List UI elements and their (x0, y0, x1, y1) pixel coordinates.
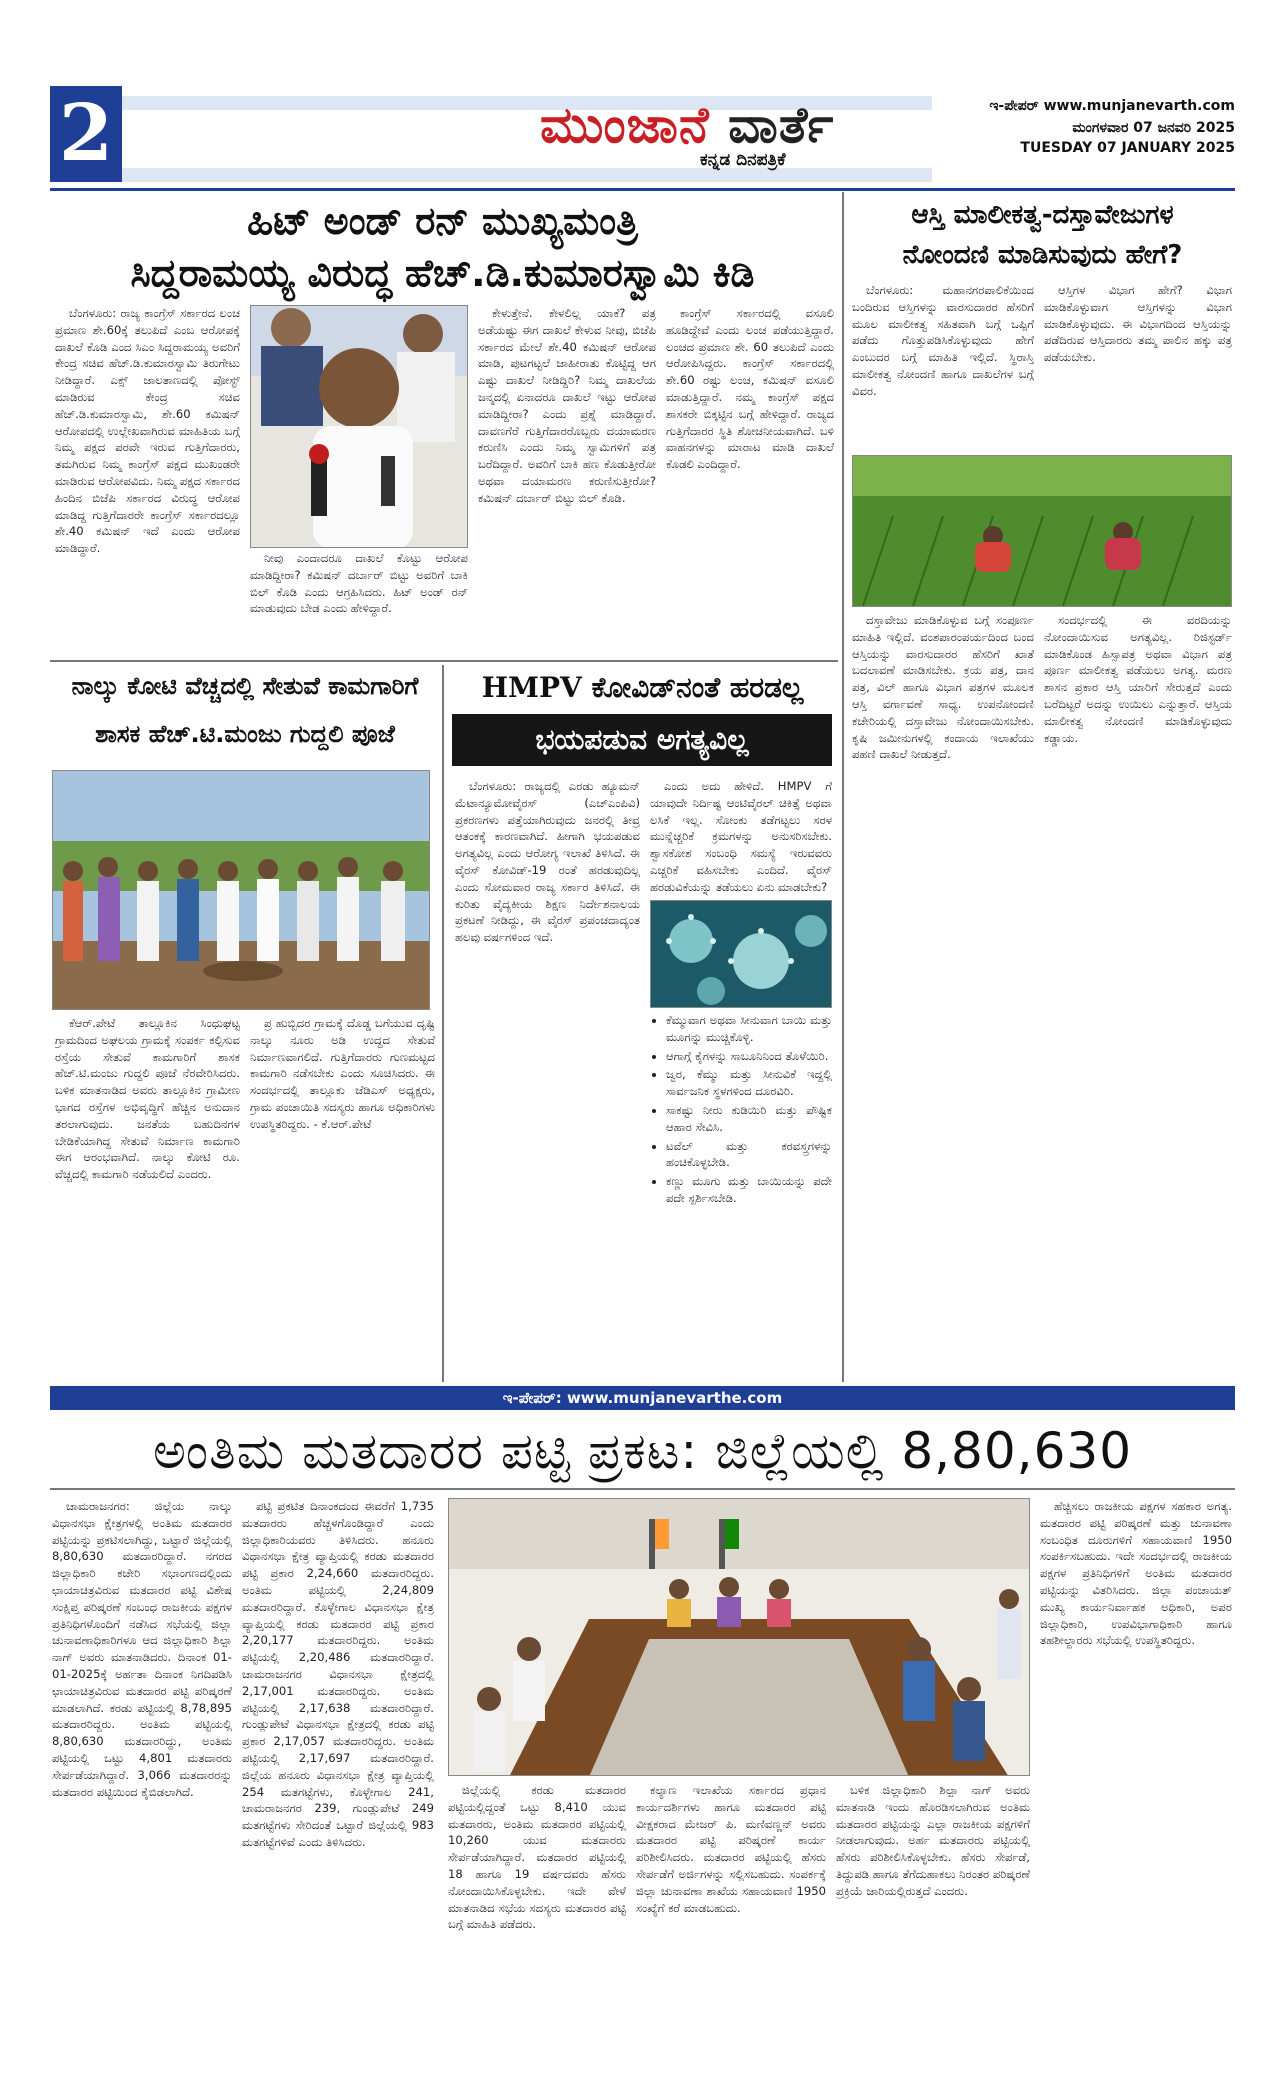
article3-headline-line1: ನಾಲ್ಕು ಕೋಟಿ ವೆಚ್ಚದಲ್ಲಿ ಸೇತುವೆ ಕಾಮಗಾರಿಗೆ (71, 672, 419, 700)
hmpv-tip-item: • ಸಾಕಷ್ಟು ನೀರು ಕುಡಿಯಿರಿ ಮತ್ತು ಪೌಷ್ಟಿಕ ಆಹಾರ ಸೇವಿಸಿ. (666, 1102, 832, 1136)
article2-column-3: ದಸ್ತಾವೇಜು ಮಾಡಿಕೊಳ್ಳುವ ಬಗ್ಗೆ ಸಂಪೂರ್ಣ ಮಾಹಿತಿ ಇಲ್ಲಿದೆ. ವಂಶಪಾರಂಪರ್ಯದಿಂದ ಬಂದ ಆಸ್ತಿಯನ್ನು ವಾರಸುದಾರರ ಹೆಸರಿಗೆ ಖಾತೆ ಬದಲಾವಣೆ ಮಾಡಿಸಬೇಕು. ಕ್ರಯ ಪತ್ರ, ದಾನ ಪತ್ರ, ವಿಲ್ ಹಾಗೂ ವಿಭಾಗ ಪತ್ರಗಳ ಮೂಲಕ ಆಸ್ತಿ ವರ್ಗಾವಣೆ ಸಾಧ್ಯ. ಉಪನೋಂದಣಿ ಕಚೇರಿಯಲ್ಲಿ ದಸ್ತಾವೇಜು ನೋಂದಾಯಿಸಬೇಕು. ಕೃಷಿ ಜಮೀನುಗಳಲ್ಲಿ ಕಂದಾಯ ಇಲಾಖೆಯು ಪಹಣಿ ದಾಖಲೆ ನೀಡುತ್ತದೆ. (852, 613, 1034, 762)
article3-column-1: ಕೆಆರ್.ಪೇಟೆ ತಾಲ್ಲೂಕಿನ ಸಿಂಧುಘಟ್ಟ ಗ್ರಾಮದಿಂದ ಅಘಲಯ ಗ್ರಾಮಕ್ಕೆ ಸಂಪರ್ಕ ಕಲ್ಪಿಸುವ ರಸ್ತೆಯ ಸೇತುವೆ ಕಾಮಗಾರಿಗೆ ಶಾಸಕ ಹೆಚ್.ಟಿ.ಮಂಜು ಗುದ್ದಲಿ ಪೂಜೆ ನೆರವೇರಿಸಿದರು. ಬಳಿಕ ಮಾತನಾಡಿದ ಅವರು ತಾಲ್ಲೂಕಿನ ಗ್ರಾಮೀಣ ಭಾಗದ ರಸ್ತೆಗಳ ಅಭಿವೃದ್ಧಿಗೆ ಹೆಚ್ಚಿನ ಅನುದಾನ ತರಲಾಗುವುದು. ಜನತೆಯ ಬಹುದಿನಗಳ ಬೇಡಿಕೆಯಾಗಿದ್ದ ಸೇತುವೆ ನಿರ್ಮಾಣ ಕಾಮಗಾರಿ ಈಗ ಆರಂಭವಾಗಿದೆ. ನಾಲ್ಕು ಕೋಟಿ ರೂ. ವೆಚ್ಚದಲ್ಲಿ ಕಾಮಗಾರಿ ನಡೆಯಲಿದೆ ಎಂದರು. (55, 1016, 240, 1182)
column-divider-mid (442, 665, 444, 1382)
hmpv-tip-item: • ಟವೆಲ್ ಮತ್ತು ಕರವಸ್ತ್ರಗಳನ್ನು ಹಂಚಿಕೊಳ್ಳಬೇಡಿ. (666, 1138, 832, 1172)
article4-column-1: ಬೆಂಗಳೂರು: ರಾಜ್ಯದಲ್ಲಿ ಎರಡು ಹ್ಯೂಮನ್ ಮೆಟಾನ್ಯೂಮೋವೈರಸ್ (ಎಚ್‌ಎಂಪಿವಿ) ಪ್ರಕರಣಗಳು ಪತ್ತೆಯಾಗಿರುವುದು ಜನರಲ್ಲಿ ತೀವ್ರ ಆತಂಕಕ್ಕೆ ಕಾರಣವಾಗಿದೆ. ಹೀಗಾಗಿ ಭಯಪಡುವ ಅಗತ್ಯವಿಲ್ಲ ಎಂದು ಆರೋಗ್ಯ ಇಲಾಖೆ ತಿಳಿಸಿದೆ. ಈ ವೈರಸ್ ಕೋವಿಡ್-19 ರಂತೆ ಹರಡುವುದಿಲ್ಲ ಎಂದು ಸೋಮವಾರ ರಾಜ್ಯ ಸರ್ಕಾರ ತಿಳಿಸಿದೆ. ಈ ಕುರಿತು ವೈದ್ಯಕೀಯ ಶಿಕ್ಷಣ ನಿರ್ದೇಶನಾಲಯ ಪ್ರಕಟಣೆ ನೀಡಿದ್ದು, ಈ ವೈರಸ್ ಪ್ರಪಂಚದಾದ್ಯಂತ ಹಲವು ವರ್ಷಗಳಿಂದ ಇದೆ. (455, 779, 640, 945)
article1-headline-line2: ಸಿದ್ದರಾಮಯ್ಯ ವಿರುದ್ಧ ಹೆಚ್.ಡಿ.ಕುಮಾರಸ್ವಾಮಿ ಕಿಡಿ (130, 251, 755, 295)
article5-column-4: ಕಲ್ಯಾಣ ಇಲಾಖೆಯ ಸರ್ಕಾರದ ಪ್ರಧಾನ ಕಾರ್ಯದರ್ಶಿಗಳು ಹಾಗೂ ಮತದಾರರ ಪಟ್ಟಿ ವೀಕ್ಷಕರಾದ ಮೇಜರ್ ಪಿ. ಮಣಿವಣ್ಣನ್ ಅವರು ಮತದಾರರ ಪಟ್ಟಿ ಪರಿಷ್ಕರಣೆ ಕಾರ್ಯ ಪರಿಶೀಲಿಸಿದರು. ಮತದಾರರ ಪಟ್ಟಿಯಲ್ಲಿ ಹೆಸರು ಸೇರ್ಪಡೆಗೆ ಅರ್ಜಿಗಳನ್ನು ಸಲ್ಲಿಸಬಹುದು. ಸಂಪರ್ಕಕ್ಕೆ ಜಿಲ್ಲಾ ಚುನಾವಣಾ ಶಾಖೆಯ ಸಹಾಯವಾಣಿ 1950 ಸಂಖ್ಯೆಗೆ ಕರೆ ಮಾಡಬಹುದು. (636, 1783, 826, 1915)
article5-rule (50, 1488, 1235, 1490)
masthead-stripe-bottom (122, 168, 932, 182)
hmpv-tip-item: • ಜ್ವರ, ಕೆಮ್ಮು ಮತ್ತು ಸೀನುವಿಕೆ ಇದ್ದಲ್ಲಿ ಸಾರ್ವಜನಿಕ ಸ್ಥಳಗಳಿಂದ ದೂರವಿರಿ. (666, 1066, 832, 1100)
article3-headline-line2: ಶಾಸಕ ಹೆಚ್.ಟಿ.ಮಂಜು ಗುದ್ದಲಿ ಪೂಜೆ (95, 720, 395, 748)
article4-headline-line2: ಭಯಪಡುವ ಅಗತ್ಯವಿಲ್ಲ (452, 714, 832, 766)
article3-column-2: ಪ್ರ ಹುಬ್ಬಿದರ ಗ್ರಾಮಕ್ಕೆ ದೊಡ್ಡ ಬಗೆಯುವ ದೃಷ್ಟಿ ನಾಲ್ಕು ನೂರು ಅಡಿ ಉದ್ದದ ಸೇತುವೆ ನಿರ್ಮಾಣವಾಗಲಿದೆ. ಗುತ್ತಿಗೆದಾರರು ಗುಣಮಟ್ಟದ ಕಾಮಗಾರಿ ನಡೆಸಬೇಕು ಎಂದು ಸೂಚಿಸಿದರು. ಈ ಸಂದರ್ಭದಲ್ಲಿ ತಾಲ್ಲೂಕು ಜೆಡಿಎಸ್ ಅಧ್ಯಕ್ಷರು, ಗ್ರಾಮ ಪಂಚಾಯಿತಿ ಸದಸ್ಯರು ಹಾಗೂ ಅಧಿಕಾರಿಗಳು ಉಪಸ್ಥಿತರಿದ್ದರು. - ಕೆ.ಆರ್.ಪೇಟೆ (250, 1016, 435, 1131)
masthead-rule (50, 188, 1235, 191)
virus-image (650, 900, 832, 1008)
hmpv-tip-item: • ಆಗಾಗ್ಗೆ ಕೈಗಳನ್ನು ಸಾಬೂನಿನಿಂದ ತೊಳೆಯಿರಿ. (666, 1048, 832, 1065)
article1-headline-line1: ಹಿಟ್ ಅಂಡ್ ರನ್ ಮುಖ್ಯಮಂತ್ರಿ (247, 199, 638, 243)
brand-part-1: ಮುಂಜಾನೆ (540, 96, 710, 154)
epaper-url[interactable]: ಇ-ಪೇಪರ್ www.munjanevarth.com (989, 98, 1235, 114)
brand-tagline: ಕನ್ನಡ ದಿನಪತ್ರಿಕೆ (700, 150, 786, 170)
section-divider-1 (50, 660, 838, 662)
article2-headline-line2: ನೋಂದಣಿ ಮಾಡಿಸುವುದು ಹೇಗೆ? (902, 240, 1183, 270)
date-kannada: ಮಂಗಳವಾರ 07 ಜನವರಿ 2025 (1072, 120, 1235, 136)
article4-tips-list (650, 1012, 832, 1382)
article5-column-2: ಪಟ್ಟಿ ಪ್ರಕಟಿತ ದಿನಾಂಕದಂದ ಈವರೆಗೆ 1,735 ಮತದಾರರು ಹೆಚ್ಚಳಗೊಂಡಿದ್ದಾರೆ ಎಂದು ಜಿಲ್ಲಾಧಿಕಾರಿಯವರು ತಿಳಿಸಿದರು. ಹನೂರು ವಿಧಾನಸಭಾ ಕ್ಷೇತ್ರ ವ್ಯಾಪ್ತಿಯಲ್ಲಿ ಕರಡು ಮತದಾರರ ಪಟ್ಟಿ ಪ್ರಕಾರ 2,24,660 ಮತದಾರರಿದ್ದರು. ಅಂತಿಮ ಪಟ್ಟಿಯಲ್ಲಿ 2,24,809 ಮತದಾರರಿದ್ದಾರೆ. ಕೊಳ್ಳೇಗಾಲ ವಿಧಾನಸಭಾ ಕ್ಷೇತ್ರ ವ್ಯಾಪ್ತಿಯಲ್ಲಿ ಕರಡು ಮತದಾರರ ಪಟ್ಟಿ ಪ್ರಕಾರ 2,20,177 ಮತದಾರರಿದ್ದರು. ಅಂತಿಮ ಪಟ್ಟಿಯಲ್ಲಿ 2,20,486 ಮತದಾರರಿದ್ದಾರೆ. ಚಾಮರಾಜನಗರ ವಿಧಾನಸಭಾ ಕ್ಷೇತ್ರದಲ್ಲಿ 2,17,001 ಮತದಾರರಿದ್ದರು. ಅಂತಿಮ ಪಟ್ಟಿಯಲ್ಲಿ 2,17,638 ಮತದಾರರಿದ್ದಾರೆ. ಗುಂಡ್ಲುಪೇಟೆ ವಿಧಾನಸಭಾ ಕ್ಷೇತ್ರದಲ್ಲಿ ಕರಡು ಪಟ್ಟಿ ಪ್ರಕಾರ 2,17,057 ಮತದಾರರಿದ್ದರು. ಅಂತಿಮ ಪಟ್ಟಿಯಲ್ಲಿ 2,17,697 ಮತದಾರರಿದ್ದಾರೆ. ಜಿಲ್ಲೆಯ ಹನೂರು ವಿಧಾನಸಭಾ ಕ್ಷೇತ್ರ ವ್ಯಾಪ್ತಿಯಲ್ಲಿ 254 ಮತಗಟ್ಟೆಗಳು, ಕೊಳ್ಳೇಗಾಲ 241, ಚಾಮರಾಜನಗರ 239, ಗುಂಡ್ಲುಪೇಟೆ 249 ಮತಗಟ್ಟೆಗಳು ಸೇರಿದಂತೆ ಒಟ್ಟಾರೆ ಜಿಲ್ಲೆಯಲ್ಲಿ 983 ಮತಗಟ್ಟೆಗಳಿವೆ ಎಂದು ತಿಳಿಸಿದರು. (242, 1499, 434, 1849)
article2-column-4: ಸಂದರ್ಭದಲ್ಲಿ ಈ ವರದಿಯನ್ನು ನೋಂದಾಯಿಸುವ ಅಗತ್ಯವಿಲ್ಲ. ರಿಜಿಸ್ಟರ್ಡ್ ಮಾಡಿಕೊಂಡ ಹಿಸ್ಸಾಪತ್ರ ಅಥವಾ ವಿಭಾಗ ಪತ್ರ ಪೂರ್ಣ ಮಾಲೀಕತ್ವ ಪಡೆಯಲು ಅಗತ್ಯ. ಮರಣ ಶಾಸನ ಪ್ರಕಾರ ಆಸ್ತಿ ಯಾರಿಗೆ ಸೇರುತ್ತದೆ ಎಂದು ಬರೆದಿಟ್ಟರೆ ಅದನ್ನು ಉಯಿಲು ಎನ್ನುತ್ತಾರೆ. ಆಸ್ತಿಯ ಮಾಲೀಕತ್ವ ನೋಂದಣಿ ಮಾಡಿಕೊಳ್ಳುವುದು ಕಡ್ಡಾಯ. (1044, 613, 1232, 745)
hmpv-tip-item: • ಕಣ್ಣು ಮೂಗು ಮತ್ತು ಬಾಯಿಯನ್ನು ಪದೇ ಪದೇ ಸ್ಪರ್ಶಿಸಬೇಡಿ. (666, 1173, 832, 1207)
voter-list-meeting-photo (448, 1498, 1030, 1776)
kumaraswamy-photo (250, 305, 468, 548)
page-number: 2 (50, 86, 122, 182)
brand-part-2: ವಾರ್ತೆ (728, 96, 835, 154)
article5-headline: ಅಂತಿಮ ಮತದಾರರ ಪಟ್ಟಿ ಪ್ರಕಟ: ಜಿಲ್ಲೆಯಲ್ಲಿ 8,80,630 (152, 1422, 1133, 1480)
article2-column-1: ಬೆಂಗಳೂರು: ಮಹಾನಗರಪಾಲಿಕೆಯಿಂದ ಬಂದಿರುವ ಆಸ್ತಿಗಳನ್ನು ವಾರಸುದಾರರ ಹೆಸರಿಗೆ ಮೂಲ ಮಾಲೀಕತ್ವ ಸಹಿತವಾಗಿ ಬಗ್ಗೆ ಒಪ್ಪಿಗೆ ಪಡೆದು ಗೊತ್ತುಪಡಿಸಿಕೊಳ್ಳುವುದು ಹೇಗೆ ಎಂಬುದರ ಬಗ್ಗೆ ಮಾಹಿತಿ ಇಲ್ಲಿದೆ. ಸ್ಥಿರಾಸ್ತಿ ಮಾಲೀಕತ್ವ ನೋಂದಣಿ ಹಾಗೂ ದಾಖಲೆಗಳ ಬಗ್ಗೆ ವಿವರ. (852, 283, 1034, 398)
paddy-field-photo (852, 455, 1232, 607)
article4-headline-line1: HMPV ಕೋವಿಡ್‌ನಂತೆ ಹರಡಲ್ಲ (481, 671, 804, 704)
article4-column-2: ಎಂದು ಅದು ಹೇಳಿದೆ. HMPV ಗೆ ಯಾವುದೇ ನಿರ್ದಿಷ್ಟ ಆಂಟಿವೈರಲ್ ಚಿಕಿತ್ಸೆ ಅಥವಾ ಲಸಿಕೆ ಇಲ್ಲ. ಸೋಂಕು ತಡೆಗಟ್ಟಲು ಸರಳ ಮುನ್ನೆಚ್ಚರಿಕೆ ಕ್ರಮಗಳನ್ನು ಅನುಸರಿಸಬೇಕು. ಶ್ವಾಸಕೋಶ ಸಂಬಂಧಿ ಸಮಸ್ಯೆ ಇರುವವರು ಎಚ್ಚರಿಕೆ ವಹಿಸಬೇಕು ಎಂದಿದೆ. ವೈರಸ್ ಹರಡುವಿಕೆಯನ್ನು ತಡೆಯಲು ಏನು ಮಾಡಬೇಕು? (650, 779, 832, 894)
article5-column-5: ಬಳಿಕ ಜಿಲ್ಲಾಧಿಕಾರಿ ಶಿಲ್ಪಾ ನಾಗ್ ಅವರು ಮಾತನಾಡಿ ಇಂದು ಹೊರಡಿಸಲಾಗಿರುವ ಅಂತಿಮ ಮತದಾರರ ಪಟ್ಟಿಯನ್ನು ಎಲ್ಲಾ ರಾಜಕೀಯ ಪಕ್ಷಗಳಿಗೆ ನೀಡಲಾಗುವುದು. ಅರ್ಹ ಮತದಾರರು ಪಟ್ಟಿಯಲ್ಲಿ ಹೆಸರು ಪರಿಶೀಲಿಸಿಕೊಳ್ಳಬೇಕು. ಹೆಸರು ಸೇರ್ಪಡೆ, ತಿದ್ದುಪಡಿ ಹಾಗೂ ತೆಗೆದುಹಾಕಲು ನಿರಂತರ ಪರಿಷ್ಕರಣೆ ಪ್ರಕ್ರಿಯೆ ಜಾರಿಯಲ್ಲಿರುತ್ತದೆ ಎಂದರು. (836, 1783, 1030, 1898)
article2-headline-line1: ಆಸ್ತಿ ಮಾಲೀಕತ್ವ-ದಸ್ತಾವೇಜುಗಳ (911, 200, 1174, 230)
newspaper-brand (540, 96, 900, 155)
article5-column-1: ಚಾಮರಾಜನಗರ: ಜಿಲ್ಲೆಯ ನಾಲ್ಕು ವಿಧಾನಸಭಾ ಕ್ಷೇತ್ರಗಳಲ್ಲಿ ಅಂತಿಮ ಮತದಾರರ ಪಟ್ಟಿಯನ್ನು ಪ್ರಕಟಿಸಲಾಗಿದ್ದು, ಒಟ್ಟಾರೆ ಜಿಲ್ಲೆಯಲ್ಲಿ 8,80,630 ಮತದಾರರಿದ್ದಾರೆ. ನಗರದ ಜಿಲ್ಲಾಧಿಕಾರಿ ಕಚೇರಿ ಸಭಾಂಗಣದಲ್ಲಿಂದು ಛಾಯಾಚಿತ್ರವಿರುವ ಮತದಾರರ ಪಟ್ಟಿ ವಿಶೇಷ ಸಂಕ್ಷಿಪ್ತ ಪರಿಷ್ಕರಣೆ ಸಂಬಂಧ ರಾಜಕೀಯ ಪಕ್ಷಗಳ ಪ್ರತಿನಿಧಿಗಳೊಂದಿಗೆ ನಡೆಸಿದ ಸಭೆಯಲ್ಲಿ ಜಿಲ್ಲಾ ಚುನಾವಣಾಧಿಕಾರಿಗಳೂ ಆದ ಜಿಲ್ಲಾಧಿಕಾರಿ ಶಿಲ್ಪಾ ನಾಗ್ ಅವರು ಮಾತನಾಡಿದರು. ದಿನಾಂಕ 01-01-2025ಕ್ಕೆ ಅರ್ಹತಾ ದಿನಾಂಕ ನಿಗದಿಪಡಿಸಿ ಛಾಯಾಚಿತ್ರವಿರುವ ಮತದಾರರ ಪಟ್ಟಿ ಪರಿಷ್ಕರಣೆ ಮಾಡಲಾಗಿದೆ. ಕರಡು ಪಟ್ಟಿಯಲ್ಲಿ 8,78,895 ಮತದಾರರಿದ್ದರು. ಅಂತಿಮ ಪಟ್ಟಿಯಲ್ಲಿ 8,80,630 ಮತದಾರರಿದ್ದು, ಅಂತಿಮ ಪಟ್ಟಿಯಲ್ಲಿ ಒಟ್ಟು 4,801 ಮತದಾರರು ಸೇರ್ಪಡೆಯಾಗಿದ್ದಾರೆ. 3,066 ಮತದಾರರನ್ನು ಮತದಾರರ ಪಟ್ಟಿಯಿಂದ ಕೈಬಿಡಲಾಗಿದೆ. (52, 1499, 232, 1799)
date-english: TUESDAY 07 JANUARY 2025 (1020, 140, 1235, 156)
article2-column-2: ಆಸ್ತಿಗಳ ವಿಭಾಗ ಹೇಗೆ? ವಿಭಾಗ ಮಾಡಿಕೊಳ್ಳುವಾಗ ಆಸ್ತಿಗಳನ್ನು ವಿಭಾಗ ಮಾಡಿಕೊಳ್ಳುವುದು. ಈ ವಿಭಾಗದಿಂದ ಆಸ್ತಿಯನ್ನು ಪಡೆದಿರುವ ಆಸ್ತಿದಾರರು ತಮ್ಮ ಪಾಲಿನ ಹಕ್ಕು ಪತ್ರ ಪಡೆಯಬೇಕು. (1044, 283, 1232, 365)
article1-column-1: ಬೆಂಗಳೂರು: ರಾಜ್ಯ ಕಾಂಗ್ರೆಸ್ ಸರ್ಕಾರದ ಲಂಚ ಪ್ರಮಾಣ ಶೇ.60ಕ್ಕೆ ತಲುಪಿದೆ ಎಂಬ ಆರೋಪಕ್ಕೆ ದಾಖಲೆ ಕೊಡಿ ಎಂದ ಸಿಎಂ ಸಿದ್ದರಾಮಯ್ಯ ಅವರಿಗೆ ಕೇಂದ್ರ ಸಚಿವ ಹೆಚ್.ಡಿ.ಕುಮಾರಸ್ವಾಮಿ ತಿರುಗೇಟು ನೀಡಿದ್ದಾರೆ. ಎಕ್ಸ್ ಜಾಲತಾಣದಲ್ಲಿ ಪೋಸ್ಟ್ ಮಾಡಿರುವ ಕೇಂದ್ರ ಸಚಿವ ಹೆಚ್.ಡಿ.ಕುಮಾರಸ್ವಾಮಿ, ಶೇ.60 ಕಮಿಷನ್ ಆರೋಪದಲ್ಲಿ ಉಲ್ಲೇಖವಾಗಿರುವ ಮಾಹಿತಿಯ ಬಗ್ಗೆ ನಿಮ್ಮ ಪಕ್ಷದ ಪರವೇ ಇರುವ ಗುತ್ತಿಗೆದಾರರು, ತಮಗಿರುವ ನಿಮ್ಮ ಕಾಂಗ್ರೆಸ್ ಪಕ್ಷದ ಮುಖಂಡರೇ ಮಾಡಿರುವ ಆರೋಪವಿದು. ನಿಮ್ಮ ಪಕ್ಷದ ಸರ್ಕಾರದ ಹಿಂದಿನ ಬಿಜೆಪಿ ಸರ್ಕಾರದ ವಿರುದ್ಧ ಆರೋಪ ಮಾಡಿದ್ದ ಗುತ್ತಿಗೆದಾರರೇ ಕಾಂಗ್ರೆಸ್ ಸರ್ಕಾರದಲ್ಲೂ ಶೇ.40 ಕಮಿಷನ್ ಇದೆ ಎಂದು ಆರೋಪ ಮಾಡಿದ್ದಾರೆ. (55, 306, 240, 556)
article1-column-3: ಕಾಂಗ್ರೆಸ್ ಸರ್ಕಾರದಲ್ಲಿ ವಸೂಲಿ ಹೂಡಿದ್ದೇವೆ ಎಂದು ಲಂಚ ಪಡೆಯುತ್ತಿದ್ದಾರೆ. ಲಂಚದ ಪ್ರಮಾಣ ಶೇ. 60 ತಲುಪಿದೆ ಎಂದು ಆರೋಪಿಸಿದ್ದರು. ಕಾಂಗ್ರೆಸ್ ಸರ್ಕಾರದಲ್ಲಿ ಶೇ.60 ರಷ್ಟು ಲಂಚ, ಕಮಿಷನ್ ವಸೂಲಿ ಮಾಡುತ್ತಿದ್ದಾರೆ. ನಮ್ಮ ಕಾಂಗ್ರೆಸ್ ಪಕ್ಷದ ಶಾಸಕರೇ ಬಿಕ್ಕಟ್ಟಿನ ಬಗ್ಗೆ ಹೇಳಿದ್ದಾರೆ. ರಾಜ್ಯದ ಗುತ್ತಿಗೆದಾರರ ಸ್ಥಿತಿ ಶೋಚನೀಯವಾಗಿದೆ. ಬಳಿ ವಾಹನಗಳನ್ನು ಮಾರಾಟ ಮಾಡಿ ದಾಖಲೆ ಕೊಡಲಿ ಎಂದಿದ್ದಾರೆ. (666, 306, 834, 472)
hmpv-tip-item: • ಕೆಮ್ಮುವಾಗ ಅಥವಾ ಸೀನುವಾಗ ಬಾಯಿ ಮತ್ತು ಮೂಗನ್ನು ಮುಚ್ಚಿಕೊಳ್ಳಿ. (666, 1012, 832, 1046)
epaper-strip[interactable]: ಇ-ಪೇಪರ್: www.munjanevarthe.com (50, 1386, 1235, 1410)
article1-column-4: ನೀವು ಎಂದಾದರೂ ದಾಖಲೆ ಕೊಟ್ಟು ಆರೋಪ ಮಾಡಿದ್ದೀರಾ? ಕಮಿಷನ್ ದರ್ಬಾರ್ ಬಿಟ್ಟು ಅವರಿಗೆ ಬಾಕಿ ಬಿಲ್ ಕೊಡಿ ಎಂದು ಆಗ್ರಹಿಸಿದರು. ಹಿಟ್ ಅಂಡ್ ರನ್ ಮಾಡುವುದು ಬೇಡ ಎಂದು ಹೇಳಿದ್ದಾರೆ. (250, 551, 468, 616)
article5-column-6: ಹೆಚ್ಚಿಸಲು ರಾಜಕೀಯ ಪಕ್ಷಗಳ ಸಹಕಾರ ಅಗತ್ಯ. ಮತದಾರರ ಪಟ್ಟಿ ಪರಿಷ್ಕರಣೆ ಮತ್ತು ಚುನಾವಣಾ ಸಂಬಂಧಿತ ದೂರುಗಳಿಗೆ ಸಹಾಯವಾಣಿ 1950 ಸಂಪರ್ಕಿಸಬಹುದು. ಇದೇ ಸಂದರ್ಭದಲ್ಲಿ ರಾಜಕೀಯ ಪಕ್ಷಗಳ ಪ್ರತಿನಿಧಿಗಳಿಗೆ ಅಂತಿಮ ಮತದಾರರ ಪಟ್ಟಿಯನ್ನು ವಿತರಿಸಿದರು. ಜಿಲ್ಲಾ ಪಂಚಾಯತ್ ಮುಖ್ಯ ಕಾರ್ಯನಿರ್ವಾಹಕ ಅಧಿಕಾರಿ, ಅಪರ ಜಿಲ್ಲಾಧಿಕಾರಿ, ಉಪವಿಭಾಗಾಧಿಕಾರಿ ಹಾಗೂ ತಹಶೀಲ್ದಾರರು ಸಭೆಯಲ್ಲಿ ಉಪಸ್ಥಿತರಿದ್ದರು. (1040, 1499, 1232, 1648)
bridge-ceremony-photo (52, 770, 430, 1010)
article5-column-3: ಜಿಲ್ಲೆಯಲ್ಲಿ ಕರಡು ಮತದಾರರ ಪಟ್ಟಿಯಲ್ಲಿದ್ದಂತೆ ಒಟ್ಟು 8,410 ಯುವ ಮತದಾರರು, ಅಂತಿಮ ಮತದಾರರ ಪಟ್ಟಿಯಲ್ಲಿ 10,260 ಯುವ ಮತದಾರರು ಸೇರ್ಪಡೆಯಾಗಿದ್ದಾರೆ. ಮತದಾರರ ಪಟ್ಟಿಯಲ್ಲಿ 18 ಹಾಗೂ 19 ವರ್ಷದವರು ಹೆಸರು ನೋಂದಾಯಿಸಿಕೊಳ್ಳಬೇಕು. ಇದೇ ವೇಳೆ ಮಾತನಾಡಿದ ಸಭೆಯ ಸದಸ್ಯರು ಮತದಾರರ ಪಟ್ಟಿ ಬಗ್ಗೆ ಮಾಹಿತಿ ಪಡೆದರು. (448, 1783, 626, 1932)
column-divider-right (842, 192, 844, 1382)
article1-column-2: ಕೇಳುತ್ತೇನೆ. ಕೇಳಲಿಲ್ಲ ಯಾಕೆ? ಪತ್ರ ಅಡೆಯಷ್ಟು ಈಗ ದಾಖಲೆ ಕೇಳುವ ನೀವು, ಬಿಜೆಪಿ ಸರ್ಕಾರದ ಮೇಲೆ ಶೇ.40 ಕಮಿಷನ್ ಆರೋಪ ಮಾಡಿ, ಪುಟಗಟ್ಟಲೆ ಜಾಹೀರಾತು ಕೊಟ್ಟಿದ್ದ ಆಗ ಎಷ್ಟು ದಾಖಲೆ ನೀಡಿದ್ದಿರಿ? ನಿಮ್ಮ ದಾಖಲೆಯ ಜನ್ಮದಲ್ಲಿ ಏನಾದರೂ ದಾಖಲೆ ಇಟ್ಟು ಆರೋಪ ಮಾಡಿದ್ದೀರಾ? ಎಂದು ಪ್ರಶ್ನೆ ಮಾಡಿದ್ದಾರೆ. ದಾವಣಗೆರೆ ಗುತ್ತಿಗೆದಾರರೊಬ್ಬರು ದಯಾಮರಣ ಕರುಣಿಸಿ ಎಂದು ನಿಮ್ಮ ಸ್ವಾಮಿಗಳಿಗೆ ಪತ್ರ ಬರೆದಿದ್ದಾರೆ. ಅವರಿಗೆ ಬಾಕಿ ಹಣ ಕೊಡುತ್ತೀರೋ ಅಥವಾ ದಯಾಮರಣ ಕರುಣಿಸುತ್ತೀರೋ? ಕಮಿಷನ್ ದರ್ಬಾರ್ ಬಿಟ್ಟು ಬಿಲ್ ಕೊಡಿ. (478, 306, 656, 505)
